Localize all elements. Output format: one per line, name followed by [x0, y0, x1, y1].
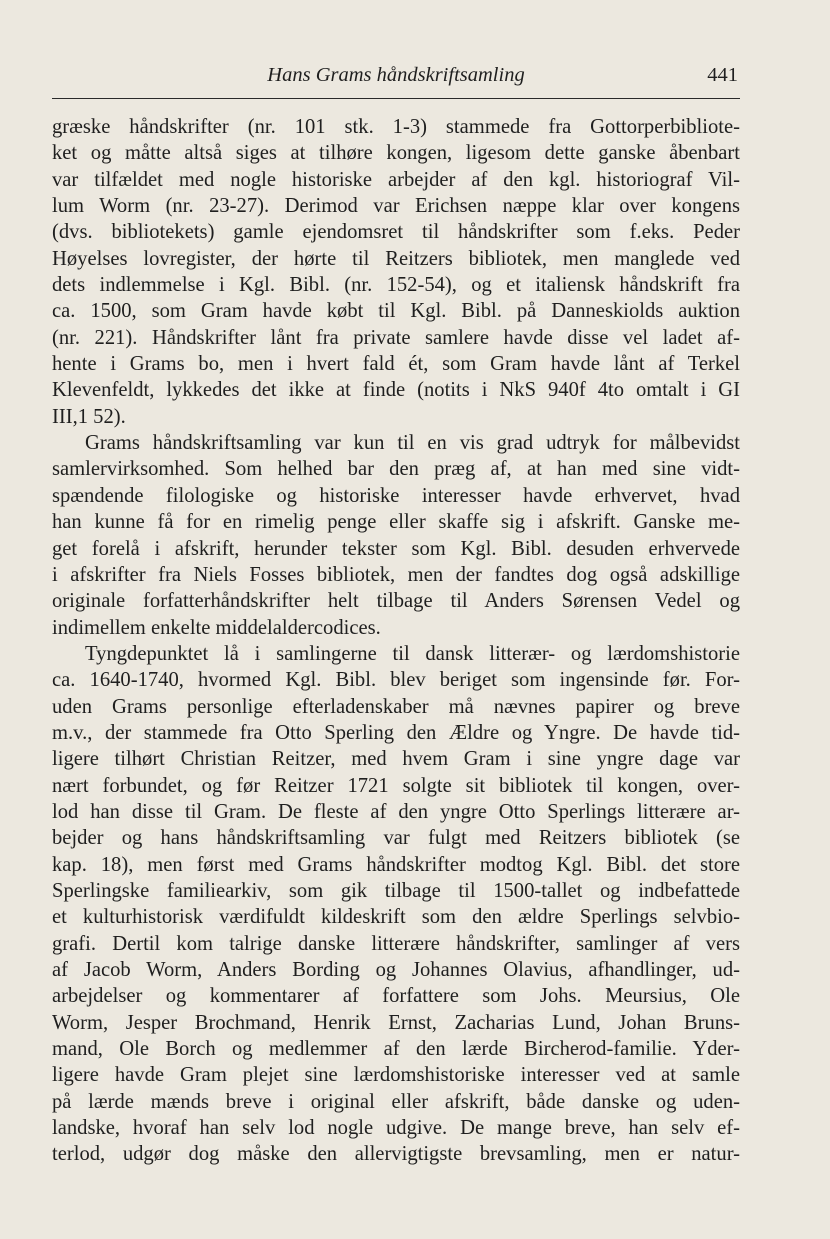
text-line: Klevenfeldt, lykkedes det ikke at finde (notits i NkS 940f 4to omtalt i GI: [52, 379, 740, 402]
text-line: indimellem enkelte middelaldercodices.: [52, 616, 381, 639]
text-line: ca. 1500, som Gram havde købt til Kgl. Bibl. på Danneskiolds auktion: [52, 300, 740, 323]
text-line: samlervirksomhed. Som helhed bar den præg af, at han med sine vidt-: [52, 458, 740, 481]
text-line: m.v., der stammede fra Otto Sperling den Ældre og Yngre. De havde tid-: [52, 721, 740, 744]
text-line: ligere tilhørt Christian Reitzer, med hvem Gram i sine yngre dage var: [52, 748, 740, 771]
text-line: kap. 18), men først med Grams håndskrifter modtog Kgl. Bibl. det store: [52, 853, 740, 876]
running-head: [52, 62, 740, 90]
text-line: (nr. 221). Håndskrifter lånt fra private samlere havde disse vel ladet af-: [52, 326, 740, 349]
text-line: dets indlemmelse i Kgl. Bibl. (nr. 152-54), og et italiensk håndskrift fra: [52, 274, 740, 297]
text-line: landske, hvoraf han selv lod nogle udgive. De mange breve, han selv ef-: [52, 1117, 740, 1140]
text-line: terlod, udgør dog måske den allervigtigste brevsamling, men er natur-: [52, 1143, 740, 1166]
text-line: på lærde mænds breve i original eller afskrift, både danske og uden-: [52, 1090, 740, 1113]
text-line: af Jacob Worm, Anders Bording og Johannes Olavius, afhandlinger, ud-: [52, 959, 740, 981]
text-line: Sperlingske familiearkiv, som gik tilbage til 1500-tallet og indbefattede: [52, 879, 740, 902]
text-line: (dvs. bibliotekets) gamle ejendomsret til håndskrifter som f.eks. Peder: [52, 221, 740, 244]
text-line: lum Worm (nr. 23-27). Derimod var Erichsen næppe klar over kongens: [52, 195, 740, 218]
text-line: hente i Grams bo, men i hvert fald ét, som Gram havde lånt af Terkel: [52, 353, 740, 376]
text-line: bejder og hans håndskriftsamling var fulgt med Reitzers bibliotek (se: [52, 827, 740, 850]
text-line: ligere havde Gram plejet sine lærdomshistoriske interesser ved at samle: [52, 1064, 740, 1087]
text-line: mand, Ole Borch og medlemmer af den lærde Bircherod-familie. Yder-: [52, 1038, 740, 1061]
text-line: uden Grams personlige efterladenskaber må nævnes papirer og breve: [52, 695, 740, 718]
text-line: Worm, Jesper Brochmand, Henrik Ernst, Zacharias Lund, Johan Bruns-: [52, 1011, 740, 1034]
body-text: [52, 114, 740, 1168]
text-line: ket og måtte altså siges at tilhøre kongen, ligesom dette ganske åbenbart: [52, 142, 740, 165]
running-title: Hans Grams håndskriftsamling: [267, 64, 525, 86]
text-line: Grams håndskriftsamling var kun til en vis grad udtryk for målbevidst: [85, 432, 740, 455]
text-line: Tyngdepunktet lå i samlingerne til dansk litterær- og lærdomshistorie: [85, 642, 740, 665]
header-rule: [52, 98, 740, 99]
text-line: arbejdelser og kommentarer af forfattere som Johs. Meursius, Ole: [52, 985, 740, 1008]
text-line: spændende filologiske og historiske interesser havde erhvervet, hvad: [52, 484, 740, 507]
text-line: i afskrifter fra Niels Fosses bibliotek, men der fandtes dog også adskillige: [52, 563, 740, 586]
text-line: han kunne få for en rimelig penge eller skaffe sig i afskrift. Ganske me-: [52, 511, 740, 534]
text-line: nært forbundet, og før Reitzer 1721 solgte sit bibliotek til kongen, over-: [52, 774, 740, 797]
text-line: originale forfatterhåndskrifter helt tilbage til Anders Sørensen Vedel og: [52, 590, 740, 613]
text-line: ca. 1640-1740, hvormed Kgl. Bibl. blev beriget som ingensinde før. For-: [52, 669, 740, 692]
page-number: 441: [707, 64, 738, 86]
text-line: III,1 52).: [52, 405, 126, 428]
text-line: lod han disse til Gram. De fleste af den yngre Otto Sperlings litterære ar-: [52, 800, 740, 823]
text-line: græske håndskrifter (nr. 101 stk. 1-3) stammede fra Gottorperbibliote-: [52, 116, 740, 138]
text-line: Høyelses lovregister, der hørte til Reitzers bibliotek, men manglede ved: [52, 247, 740, 270]
text-line: var tilfældet med nogle historiske arbejder af den kgl. historiograf Vil-: [52, 168, 740, 191]
text-line: get forelå i afskrift, herunder tekster som Kgl. Bibl. desuden erhvervede: [52, 537, 740, 560]
text-line: grafi. Dertil kom talrige danske litterære håndskrifter, samlinger af vers: [52, 932, 740, 955]
text-line: et kulturhistorisk værdifuldt kildeskrift som den ældre Sperlings selvbio-: [52, 906, 740, 929]
